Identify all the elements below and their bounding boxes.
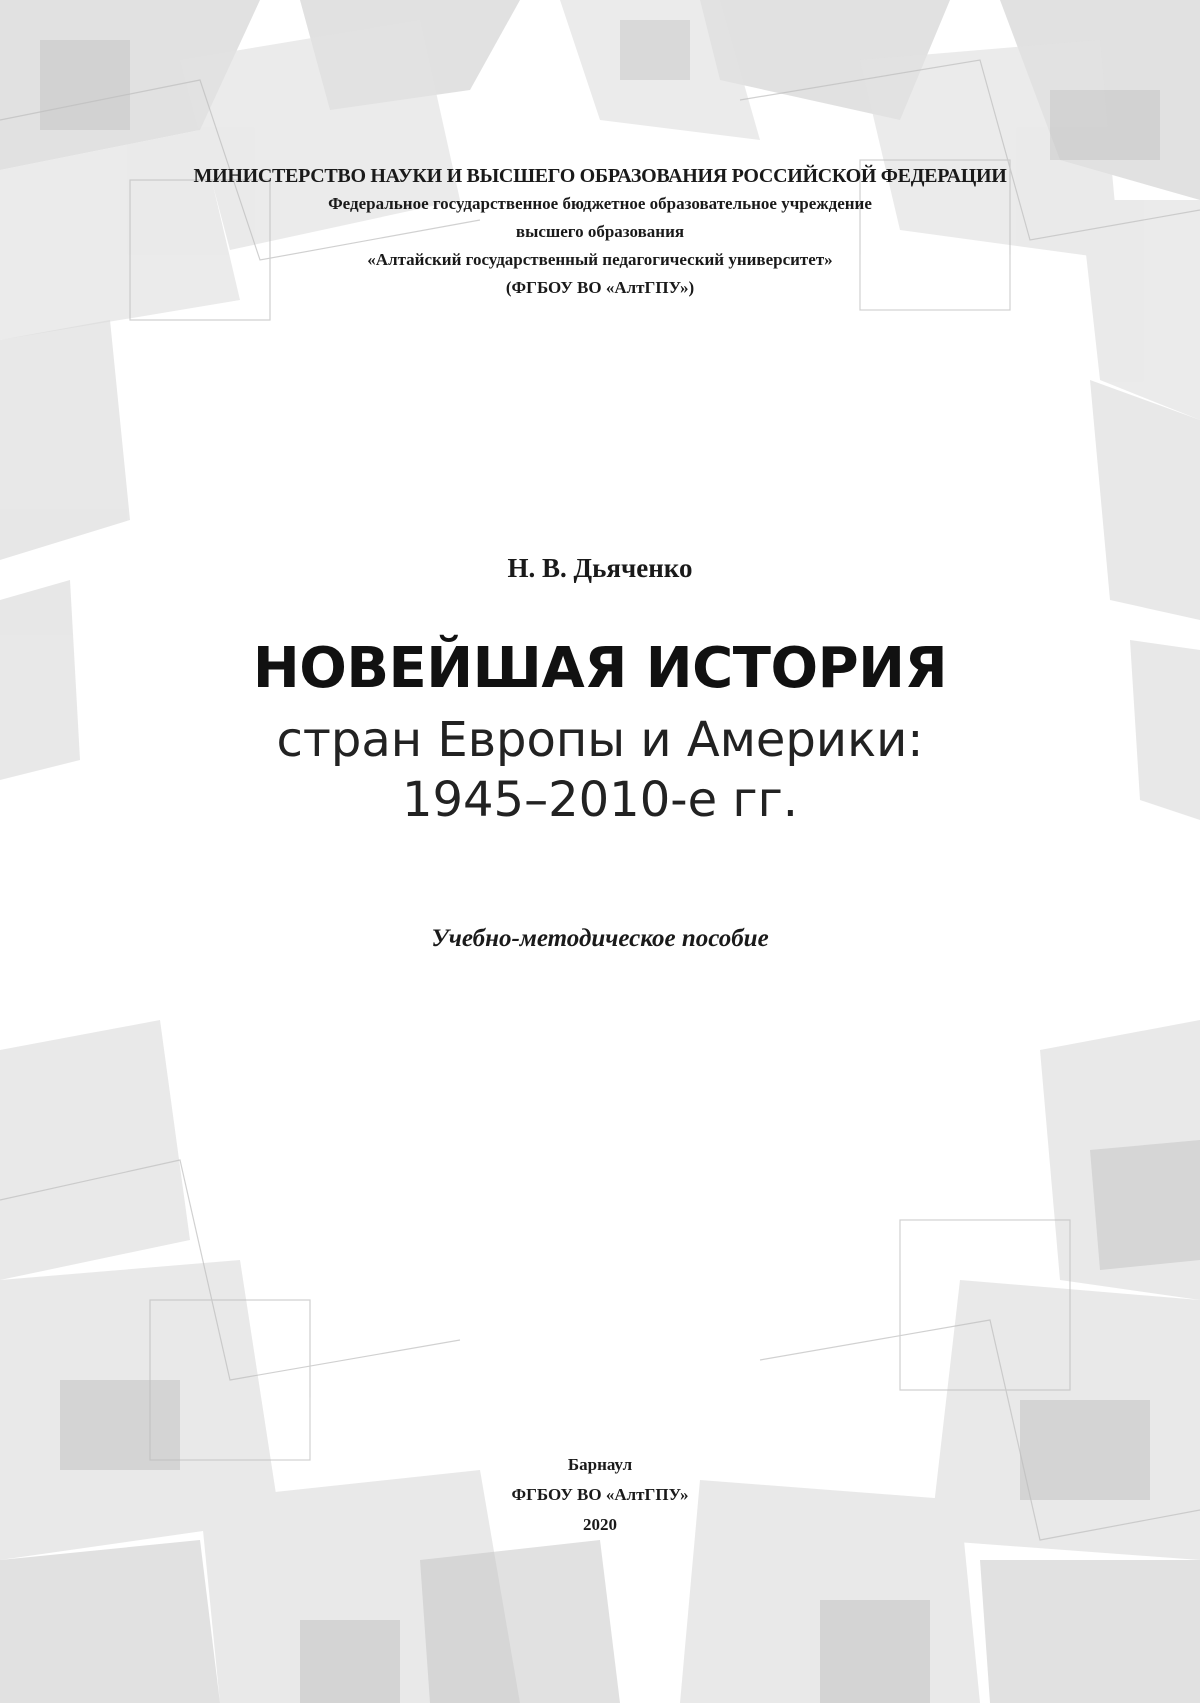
document-type: Учебно-методическое пособие — [431, 925, 769, 952]
book-title-line-3: 1945–2010-е гг. — [401, 772, 799, 828]
ministry-name: МИНИСТЕРСТВО НАУКИ И ВЫСШЕГО ОБРАЗОВАНИЯ РОССИЙСКОЙ ФЕДЕРАЦИИ — [193, 165, 1007, 187]
book-title-main: НОВЕЙШАЯ ИСТОРИЯ — [252, 636, 948, 701]
imprint — [0, 1450, 1200, 1540]
imprint-year: 2020 — [583, 1515, 617, 1534]
author-name: Н. В. Дьяченко — [507, 553, 693, 583]
imprint-publisher: ФГБОУ ВО «АлтГПУ» — [511, 1485, 689, 1504]
institution-header — [0, 162, 1200, 302]
institution-type-line-2: высшего образования — [515, 222, 685, 241]
university-name: «Алтайский государственный педагогический университет» — [367, 250, 833, 269]
book-title-subtitle — [0, 710, 1200, 830]
book-title-line-2: стран Европы и Америки: — [276, 712, 924, 768]
imprint-city: Барнаул — [567, 1455, 633, 1474]
institution-type-line-1: Федеральное государственное бюджетное образовательное учреждение — [328, 194, 872, 213]
university-abbreviation: (ФГБОУ ВО «АлтГПУ») — [505, 278, 695, 297]
